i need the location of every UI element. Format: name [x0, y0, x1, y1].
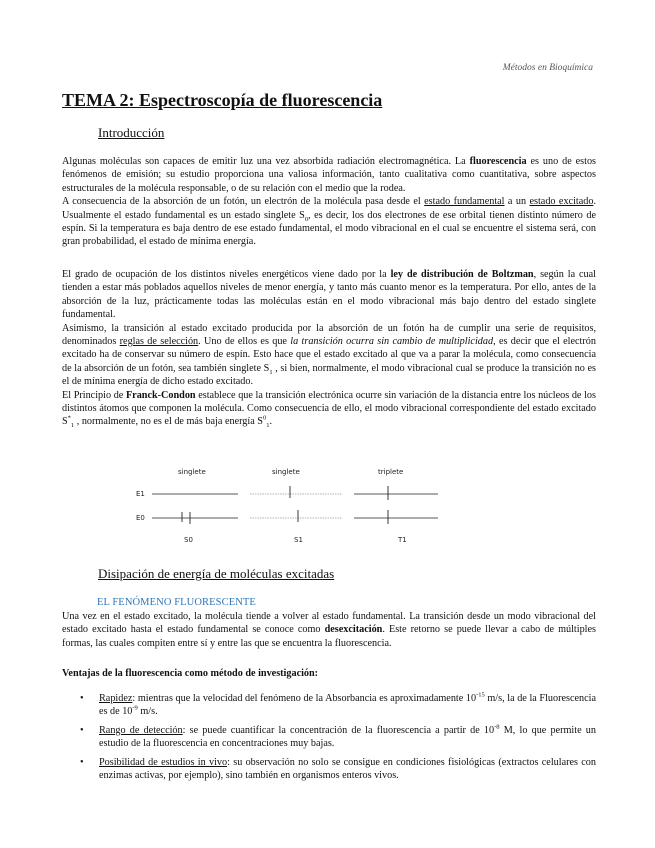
panel-label-1: singlete — [178, 468, 206, 476]
spin-state-diagram — [132, 464, 442, 548]
intro-heading: Introducción — [98, 125, 165, 140]
state-label-s1: S1 — [294, 536, 303, 544]
dissipation-heading: Disipación de energía de moléculas excitadas — [98, 566, 335, 581]
intro-paragraph-1: Algunas moléculas son capaces de emitir luz una vez absorbida radiación electromagnética. La fluorescencia es uno de estos fenómenos de emisión; su estudio proporciona una valiosa información, tanto cualitativa como cuantitativa, sobre aspectos estructurales de la molécula responsable, o de su relación con el medio que la rodea. A consecuencia de la absorción de un fotón, un electrón de la molécula pasa desde el estado fundamental a un estado excitado. Usualmente el estado fundamental es un estado singlete $S_0$, es decir, los dos electrones de ese orbital tienen distinto número de espín. Si la temperatura es baja dentro de ese estado fundamental, el modo vibracional en el cual se encuentre el sistema será, con gran probabilidad, el estado de mínima energía. — [62, 156, 597, 248]
state-label-t1: T1 — [398, 536, 407, 544]
dissipation-paragraph: Una vez en el estado excitado, la molécula tiende a volver al estado fundamental. La transición desde un modo vibracional del estado excitado hasta el estado fundamental se conoce como desexcitación. Este retorno se puede llevar a cabo de múltiples formas, las cuales compiten entre sí y entre las que se encuentra la fluorescencia. — [62, 611, 596, 649]
panel-label-2: singlete — [272, 468, 300, 476]
level-label-e1: E1 — [136, 490, 145, 498]
intro-paragraph-2: El grado de ocupación de los distintos niveles energéticos viene dado por la ley de distribución de Boltzman, según la cual tienden a estar más poblados aquellos niveles de menor energía, y tanto más cuanto menor es la temperatura. Por ello, antes de la absorción de la luz, prácticamente todas las moléculas están en el modo vibracional más bajo dentro del estado singlete fundamental. Asimismo, la transición al estado excitado producida por la absorción de un fotón ha de cumplir una serie de requisitos, denominados reglas de selección. Uno de ellos es que la transición ocurra sin cambio de multiplicidad, es decir que el electrón excitado ha de conservar su número de espín. Esto hace que el estado excitado al que va a parar la molécula, como consecuencia de la absorción de un fotón, sea también singlete $S_1$ , si bien, normalmente, el modo vibracional cual se produce la transición no es el de mínima energía de dicho estado excitado. El Principio de Franck-Condon establece que la transición electrónica ocurre sin variación de la distancia entre los núcleos de los distintos átomos que componen la molécula. Como consecuencia de ello, el modo vibracional correspondiente del estado excitado $S^*_1$ , normalmente, no es el de más baja energía $S^0_1$. — [62, 269, 596, 430]
state-label-s0: S0 — [184, 536, 193, 544]
level-label-e0: E0 — [136, 514, 145, 522]
fluorescence-subheading: EL FENÓMENO FLUORESCENTE — [97, 597, 256, 608]
advantages-title: Ventajas de la fluorescencia como método de investigación: — [62, 668, 319, 679]
page-title: TEMA 2: Espectroscopía de fluorescencia — [62, 90, 383, 110]
list-item: • Rango de detección: se puede cuantificar la concentración de la fluorescencia a partir de $10^{-8}$ M, lo que permite un estudio de la fluorescencia en concentraciones muy bajas. — [80, 723, 596, 750]
course-header: Métodos en Bioquímica — [502, 63, 593, 73]
panel-label-3: triplete — [378, 468, 404, 476]
list-item: • Rapidez: mientras que la velocidad del fenómeno de la Absorbancia es aproximadamente $10^{-15}$ m/s, la de la Fluorescencia es de $10^{-9}$ m/s. — [80, 691, 596, 718]
list-item: • Posibilidad de estudios in vivo: su observación no solo se consigue en condiciones fisiológicas (extractos celulares con enzimas activas, por ejemplo), sino también en organismos enteros vivos. — [80, 756, 596, 782]
advantages-list — [62, 692, 596, 787]
